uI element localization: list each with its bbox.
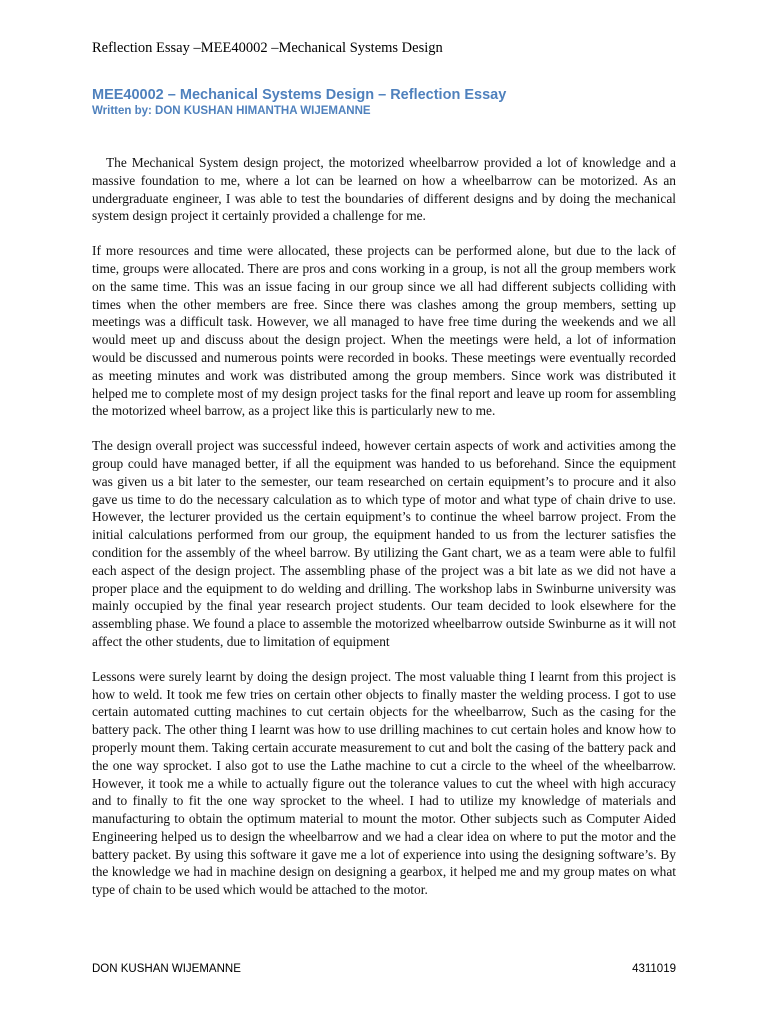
paragraph-1: The Mechanical System design project, the motorized wheelbarrow provided a lot of knowledge and a massive foundation to me, where a lot can be learned on how a wheelbarrow can be motorized. As an undergraduate engineer, I was able to test the boundaries of different designs and by doing the mechanical system design project it certainly provided a challenge for me. (92, 155, 676, 224)
essay-body (92, 154, 676, 916)
page-header: Reflection Essay –MEE40002 –Mechanical Systems Design (92, 40, 443, 56)
essay-author-line: Written by: DON KUSHAN HIMANTHA WIJEMANNE (92, 105, 371, 117)
footer-student-id: 4311019 (632, 963, 676, 975)
footer-author: DON KUSHAN WIJEMANNE (92, 963, 241, 975)
paragraph-2: If more resources and time were allocated, these projects can be performed alone, but due to the lack of time, groups were allocated. There are pros and cons working in a group, is not all the group members work on the same time. This was an issue facing in our group since we all had different subjects colliding with times when the other members are free. Since there was clashes among the group members, setting up meetings was a difficult task. However, we all managed to have free time during the weekends and we all would meet up and discuss about the design project. When the meetings were held, a lot of information would be discussed and numerous points were recorded in books. These meetings were eventually recorded as meeting minutes and work was distributed among the group members. Since work was distributed it helped me to complete most of my design project tasks for the final report and leave up room for assembling the motorized wheel barrow, as a project like this is particularly new to me. (92, 243, 676, 419)
essay-title: MEE40002 – Mechanical Systems Design – Reflection Essay (92, 87, 507, 103)
paragraph-3: The design overall project was successful indeed, however certain aspects of work and activities among the group could have managed better, if all the equipment was handed to us beforehand. Since the equipment was given us a bit later to the semester, our team researched on certain equipment’s to procure and it also gave us time to do the necessary calculation as to which type of motor and what type of chain drive to use. However, the lecturer provided us the certain equipment’s to continue the wheel barrow project. From the initial calculations performed from our group, the equipment handed to us from the lecturer satisfies the condition for the assembly of the wheel barrow. By utilizing the Gant chart, we as a team were able to fulfil each aspect of the design project. The assembling phase of the project was a bit late as we did not have a proper place and the equipment to do welding and drilling. The workshop labs in Swinburne university was mainly occupied by the final year research project students. Our team decided to look elsewhere for the assembling phase. We found a place to assemble the motorized wheelbarrow outside Swinburne as it will not affect the other students, due to limitation of equipment (92, 438, 676, 649)
paragraph-4: Lessons were surely learnt by doing the design project. The most valuable thing I learnt from this project is how to weld. It took me few tries on certain other objects to finally master the welding process. I got to use certain automated cutting machines to cut certain objects for the wheelbarrow, Such as the casing for the battery pack. The other thing I learnt was how to use drilling machines to cut certain holes and know how to properly mount them. Taking certain accurate measurement to cut and bolt the casing of the battery pack and the one way sprocket. I also got to use the Lathe machine to cut a circle to the wheel of the wheelbarrow. However, it took me a while to actually figure out the tolerance values to cut the wheel with high accuracy and to finally to fit the one way sprocket to the wheel. I had to utilize my knowledge of materials and manufacturing to obtain the optimum material to mount the motor. Other subjects such as Computer Aided Engineering helped us to design the wheelbarrow and we had a clear idea on where to put the motor and the battery packet. By using this software it gave me a lot of experience into using the designing software’s. By the knowledge we had in machine design on designing a gearbox, it helped me and my group mates on what type of chain to be used which would be attached to the motor. (92, 668, 676, 898)
